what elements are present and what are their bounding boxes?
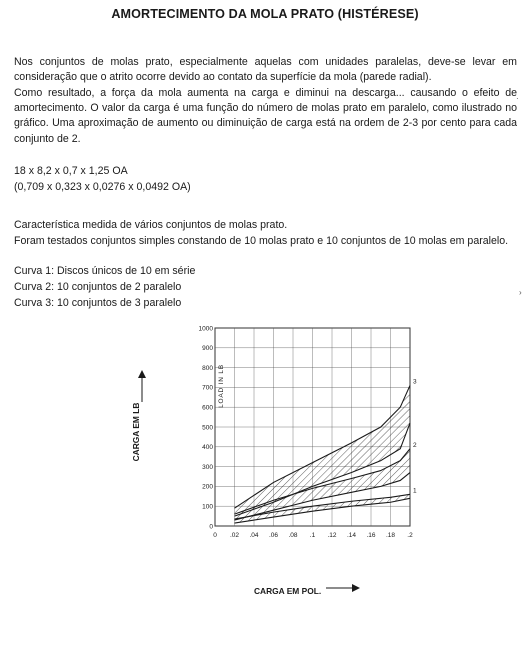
y-tick-label: 0 xyxy=(209,523,213,531)
y-tick-label: 200 xyxy=(202,483,213,491)
series-2-label: 2 xyxy=(413,441,417,449)
x-tick-label: .1 xyxy=(309,532,316,539)
y-tick-label: 800 xyxy=(202,364,213,372)
y-tick-label: 700 xyxy=(202,384,213,392)
test-description-1: Característica medida de vários conjuntos de molas prato. xyxy=(14,219,288,231)
y-tick-label: 400 xyxy=(202,444,213,452)
test-description-2: Foram testados conjuntos simples constando de 10 molas prato e 10 conjuntos de 10 molas em paralelo. xyxy=(14,235,509,247)
x-tick-label: .08 xyxy=(288,532,298,539)
x-tick-label: .18 xyxy=(385,532,396,539)
inner-y-axis-label: LOAD IN LB xyxy=(218,364,225,408)
y-tick-label: 100 xyxy=(202,503,213,511)
x-tick-label: .14 xyxy=(346,532,357,539)
series-3-label: 3 xyxy=(413,378,417,386)
curve-1-legend: Curva 1: Discos únicos de 10 em série xyxy=(14,265,196,277)
x-tick-label: 0 xyxy=(213,532,217,539)
x-tick-label: .16 xyxy=(366,532,376,539)
x-tick-label: .2 xyxy=(407,532,413,539)
outer-y-axis-label: CARGA EM LB xyxy=(131,402,141,462)
spec-line-imperial: (0,709 x 0,323 x 0,0276 x 0,0492 OA) xyxy=(14,181,191,193)
curve-2-legend: Curva 2: 10 conjuntos de 2 paralelo xyxy=(14,281,182,293)
y-tick-label: 900 xyxy=(202,345,213,353)
y-tick-label: 500 xyxy=(202,424,213,432)
y-tick-label: 300 xyxy=(202,463,213,471)
series-1-label: 1 xyxy=(413,487,417,495)
page-title: AMORTECIMENTO DA MOLA PRATO (HISTÉRESE) xyxy=(111,7,419,21)
margin-mark-icon: › xyxy=(519,288,522,297)
intro-paragraph-2: Como resultado, a força da mola aumenta na carga e diminui na descarga... causando o efeito de amortecimento. O valor da carga é uma função do número de molas prato em paralelo, como ilustrado no gráfico. Uma aproximação de aumento ou diminuição de carga está na ordem de 2-3 por cento para cada conjunto de 2. xyxy=(14,87,517,145)
margin-mark-icon: · xyxy=(516,94,519,103)
up-arrow-icon xyxy=(138,370,146,402)
x-tick-label: .04 xyxy=(249,532,259,539)
right-arrow-icon xyxy=(326,584,360,592)
curve-3-legend: Curva 3: 10 conjuntos de 3 paralelo xyxy=(14,297,182,309)
y-tick-label: 1000 xyxy=(198,325,213,333)
x-tick-label: .02 xyxy=(229,532,240,539)
y-tick-label: 600 xyxy=(202,404,213,412)
chart-svg xyxy=(180,320,430,550)
x-tick-label: .12 xyxy=(327,532,337,539)
hysteresis-chart xyxy=(180,320,430,550)
x-tick-label: .06 xyxy=(268,532,279,539)
spec-line-metric: 18 x 8,2 x 0,7 x 1,25 OA xyxy=(14,165,128,177)
outer-x-axis-label: CARGA EM POL. xyxy=(254,586,322,596)
intro-paragraph-1: Nos conjuntos de molas prato, especialmente aquelas com unidades paralelas, deve-se levar em consideração que o atrito ocorre devido ao contato da superfície da mola (parede radial). xyxy=(14,56,517,84)
